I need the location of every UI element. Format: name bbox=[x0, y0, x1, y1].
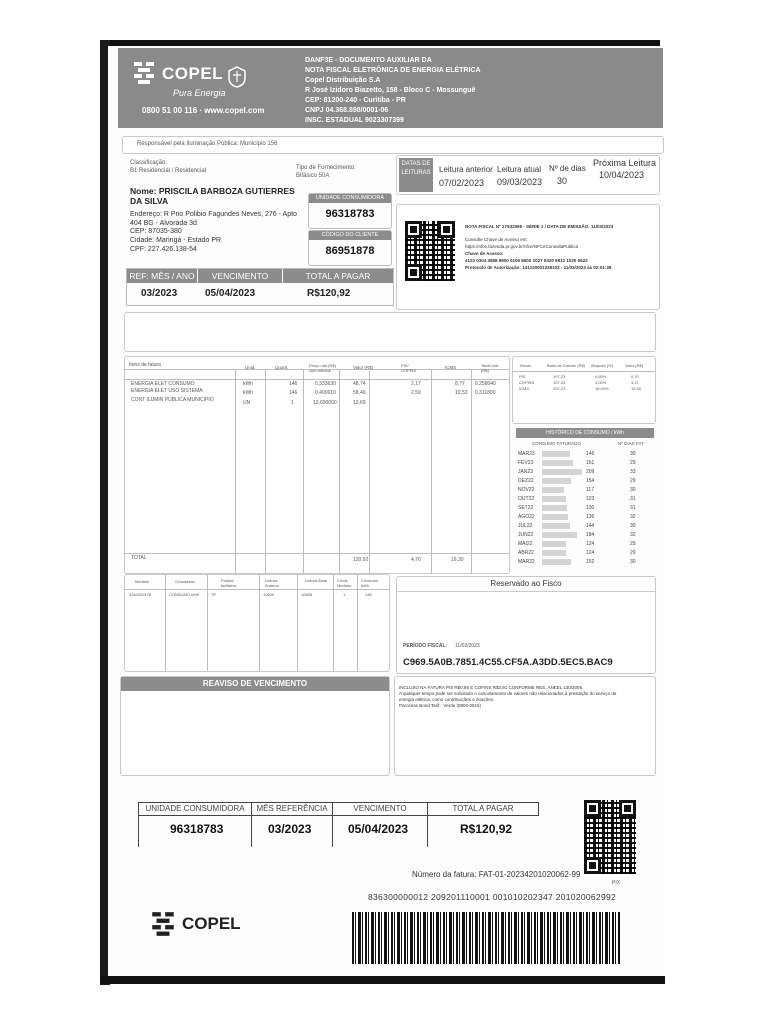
historico-mes: MAI22 bbox=[518, 541, 533, 547]
linha-digitavel: 836300000012 209201110001 001010202347 201020062992 bbox=[368, 892, 617, 902]
historico-row bbox=[516, 522, 652, 530]
historico-mes: AGO22 bbox=[518, 514, 535, 520]
historico-row bbox=[516, 540, 652, 548]
info-box bbox=[394, 676, 656, 776]
historico-dias: 31 bbox=[630, 505, 636, 511]
historico-kwh: 117 bbox=[586, 487, 594, 493]
historico-bar bbox=[542, 451, 570, 457]
historico-bar bbox=[542, 460, 573, 466]
historico-mes: OUT22 bbox=[518, 496, 535, 502]
copel-logo-icon bbox=[132, 60, 156, 86]
classificacao-label: Classificação: bbox=[130, 160, 168, 166]
historico-kwh: 209 bbox=[586, 469, 595, 475]
historico-dias: 32 bbox=[630, 514, 636, 520]
historico-kwh: 130 bbox=[586, 505, 595, 511]
historico-bar bbox=[542, 496, 566, 502]
customer-city: Cidade: Maringá - Estado PR bbox=[130, 237, 222, 244]
historico-row bbox=[516, 531, 652, 539]
tributos-table: Tributo Base de Cálculo (R$) Alíquota (%) Valor (R$) PIS 107,23 0,65% 0,70 COFINS 107,23 3,00% 3,21 ICMS 107,23 18,00% 19,30 bbox=[512, 356, 656, 424]
historico-kwh: 184 bbox=[586, 532, 595, 538]
items-total-icms: 19,30 bbox=[451, 557, 464, 563]
historico-bar bbox=[542, 478, 571, 484]
historico-row bbox=[516, 504, 652, 512]
leituras-title: DATAS DE LEITURAS bbox=[399, 158, 433, 192]
customer-cpf: CPF: 227.426.138-54 bbox=[130, 246, 197, 253]
fisco-code: C969.5A0B.7851.4C55.CF5A.A3DD.5EC5.BAC9 bbox=[403, 657, 613, 668]
historico-row bbox=[516, 486, 652, 494]
footer-brand: COPEL bbox=[182, 914, 241, 933]
copel-logo-icon bbox=[150, 910, 176, 938]
historico-kwh: 123 bbox=[586, 496, 595, 502]
historico-row bbox=[516, 495, 652, 503]
unidade-consumidora-box: UNIDADE CONSUMIDORA 96318783 bbox=[308, 193, 392, 229]
contact-info: 0800 51 00 116 · www.copel.com bbox=[142, 106, 265, 115]
historico-mes: JUL22 bbox=[518, 523, 533, 529]
historico-mes: NOV22 bbox=[518, 487, 535, 493]
fisco-title: Reservado ao Fisco bbox=[397, 577, 655, 592]
payment-stub: UNIDADE CONSUMIDORA MÊS REFERÊNCIA VENCIMENTO TOTAL A PAGAR 96318783 03/2023 05/04/2023 R$120,92 bbox=[138, 800, 538, 848]
historico-row bbox=[516, 459, 652, 467]
reaviso-box bbox=[120, 676, 390, 776]
historico-dias: 33 bbox=[630, 469, 636, 475]
medicao-table: Medidor Grandezas Postos tarifários Leitura Anterior Leitura Atual Const. Medidor Consumo kWh 0344252176 CONSUMO kWh TP 10630 10656 1 146 bbox=[124, 574, 390, 672]
invoice-number: Número da fatura: FAT-01-20234201020062-99 bbox=[412, 870, 581, 879]
historico-row bbox=[516, 468, 652, 476]
historico-mes: JUN22 bbox=[518, 532, 534, 538]
nota-fiscal-info: NOTA FISCAL Nº 27532069 - SÉRIE 1 / DATA DE EMISSÃO: 11/03/2023 Consulte Chave de Acesso em: https://nfce.fazenda.pr.gov.br/nfce/NFCeConsultaPublica Chave de Acesso: 4123 0304 3688 9800 0106 6600 1027 5320 6912 1020 0622 Protocolo de Autorização: 141230001328103 - 11/03/2023 às 02:01:39 bbox=[465, 224, 614, 270]
historico-dias: 30 bbox=[630, 559, 636, 565]
pix-qr-code bbox=[584, 800, 636, 874]
leituras-box: DATAS DE LEITURAS Leitura anterior 07/02/2023 Leitura atual 09/03/2023 Nº de dias 30 Próxima Leitura 10/04/2023 bbox=[396, 155, 660, 195]
items-total-pis: 4,76 bbox=[411, 557, 421, 563]
items-table: Itens de fatura Unid. Quant. Preço unit (R$) com tributos Valor (R$) PIS/ COFINS ICMS Tarifa unit. (R$) ENERGIA ELET CONSUMO kWh 146 0,333630 48,74 2,17 8,77 0,258040 ENERGIA ELET USO SISTEMA kWh 146 0,400610 58,49 2,59 10,53 0,311800 CONT ILUMIN PUBLICA MUNICIPIO UN 1 13,690000 13,69 TOTAL 120,92 4,76 19,30 bbox=[124, 356, 510, 574]
historico-mes: MAR22 bbox=[518, 559, 535, 565]
historico-kwh: 154 bbox=[586, 478, 595, 484]
nfe-qr-code bbox=[405, 221, 455, 281]
brand-slogan: Pura Energia bbox=[173, 88, 226, 98]
historico-consumo: HISTÓRICO DE CONSUMO / kWh CONSUMO FATURADO Nº DIAS FAT MAR23 146 30 FEV23 161 29 JAN23 209 33 DEZ22 154 29 NOV22 117 30 OUT22 123 31 SET22 130 31 AGO22 136 32 JUL22 144 30 JUN22 184 32 MAI22 124 29 ABR22 124 29 MAR22 152 30 bbox=[516, 428, 654, 574]
leitura-anterior: 07/02/2023 bbox=[439, 178, 485, 188]
reaviso-title: REAVISO DE VENCIMENTO bbox=[121, 677, 389, 691]
historico-row bbox=[516, 549, 652, 557]
brand-name: COPEL bbox=[162, 64, 224, 83]
historico-bar bbox=[542, 550, 566, 556]
historico-mes: ABR22 bbox=[518, 550, 534, 556]
nota-fiscal-box bbox=[396, 204, 660, 310]
historico-bar bbox=[542, 541, 566, 547]
pix-label: PIX bbox=[612, 880, 621, 886]
tipo-fornecimento-value: Bifásico 50A bbox=[296, 173, 330, 179]
historico-kwh: 136 bbox=[586, 514, 595, 520]
historico-bar bbox=[542, 532, 577, 538]
historico-dias: 30 bbox=[630, 487, 636, 493]
items-total-label: TOTAL bbox=[131, 555, 147, 561]
historico-kwh: 124 bbox=[586, 541, 595, 547]
payment-barcode bbox=[352, 912, 620, 964]
codigo-cliente-value: 86951878 bbox=[325, 245, 375, 257]
state-crest-icon bbox=[228, 66, 246, 88]
historico-dias: 30 bbox=[630, 523, 636, 529]
historico-row bbox=[516, 450, 652, 458]
stub-vencimento: 05/04/2023 bbox=[348, 822, 409, 836]
historico-kwh: 144 bbox=[586, 523, 595, 529]
historico-title: HISTÓRICO DE CONSUMO / kWh bbox=[516, 428, 654, 438]
historico-row bbox=[516, 477, 652, 485]
historico-dias: 31 bbox=[630, 496, 636, 502]
historico-kwh: 124 bbox=[586, 550, 595, 556]
historico-kwh: 161 bbox=[586, 460, 595, 466]
historico-row bbox=[516, 513, 652, 521]
historico-bar bbox=[542, 523, 570, 529]
stub-mes-referencia: 03/2023 bbox=[268, 822, 312, 836]
classificacao-value: B1 Residencial / Residencial bbox=[130, 168, 207, 174]
items-total-valor: 120,92 bbox=[353, 557, 369, 563]
summary-box: REF: MÊS / ANO VENCIMENTO TOTAL A PAGAR 03/2023 05/04/2023 R$120,92 bbox=[126, 268, 394, 306]
historico-dias: 29 bbox=[630, 550, 636, 556]
historico-kwh: 152 bbox=[586, 559, 595, 565]
customer-name: Nome: PRISCILA BARBOZA GUTIERRES DA SILVA bbox=[130, 186, 295, 206]
ref-mes-ano: 03/2023 bbox=[141, 288, 178, 299]
message-band bbox=[124, 312, 656, 352]
stub-unidade-consumidora: 96318783 bbox=[170, 822, 224, 836]
stub-total-a-pagar: R$120,92 bbox=[460, 822, 513, 836]
unidade-consumidora-value: 96318783 bbox=[325, 208, 375, 220]
numero-dias: 30 bbox=[557, 176, 568, 186]
historico-bar bbox=[542, 487, 564, 493]
historico-dias: 29 bbox=[630, 478, 636, 484]
bill-header bbox=[118, 48, 663, 128]
info-text: INCLUSO NA FATURA PIS R$0,86 E COFINS R$3,91 CONFORME RES. ANEEL 130/2005. A qualquer tempo pode ser solicitado o cancelamento de valores não relacionados à prestação do serviço de energia elétrica, como contribuições e doações. Parcerias Bond Tarif - Verde (0800-0515) bbox=[399, 685, 617, 708]
codigo-cliente-box: CÓDIGO DO CLIENTE 86951878 bbox=[308, 230, 392, 266]
historico-dias: 32 bbox=[630, 532, 636, 538]
periodo-fiscal: 11/03/2023 bbox=[455, 643, 480, 649]
historico-dias: 30 bbox=[630, 451, 636, 457]
historico-kwh: 146 bbox=[586, 451, 595, 457]
historico-row bbox=[516, 558, 652, 566]
historico-mes: JAN23 bbox=[518, 469, 534, 475]
historico-bar bbox=[542, 505, 567, 511]
historico-bar bbox=[542, 559, 571, 565]
responsavel-strip: Responsável pela Iluminação Pública: Município 156 bbox=[122, 136, 664, 154]
historico-bar bbox=[542, 514, 568, 520]
tipo-fornecimento-label: Tipo de Fornecimento: bbox=[296, 165, 356, 171]
historico-dias: 29 bbox=[630, 541, 636, 547]
proxima-leitura: 10/04/2023 bbox=[599, 170, 645, 180]
issuer-info: DANF3E - DOCUMENTO AUXILIAR DA NOTA FISCAL ELETRÔNICA DE ENERGIA ELÉTRICA Copel Distribuição S.A R José Izidoro Biazetto, 158 - Bloco C - Mossunguê CEP: 81200-240 - Curitiba - PR CNPJ 04.368.898/0001-06 INSC. ESTADUAL 9023307399 bbox=[305, 57, 481, 124]
historico-mes: FEV23 bbox=[518, 460, 534, 466]
fisco-box: Reservado ao Fisco PERÍODO FISCAL: 11/03/2023 C969.5A0B.7851.4C55.CF5A.A3DD.5EC5.BAC9 bbox=[396, 576, 656, 674]
customer-address: Endereço: R Pno Polibio Fagundes Neves, 276 - Apto 404 BG - Alvorada 3d bbox=[130, 211, 297, 227]
leitura-atual: 09/03/2023 bbox=[497, 177, 543, 187]
historico-mes: MAR23 bbox=[518, 451, 535, 457]
historico-mes: DEZ22 bbox=[518, 478, 534, 484]
total-a-pagar-value: R$120,92 bbox=[307, 288, 351, 299]
customer-cep: CEP: 87035-380 bbox=[130, 228, 182, 235]
historico-dias: 29 bbox=[630, 460, 636, 466]
historico-mes: SET22 bbox=[518, 505, 534, 511]
historico-bar bbox=[542, 469, 582, 475]
vencimento-value: 05/04/2023 bbox=[205, 288, 256, 299]
